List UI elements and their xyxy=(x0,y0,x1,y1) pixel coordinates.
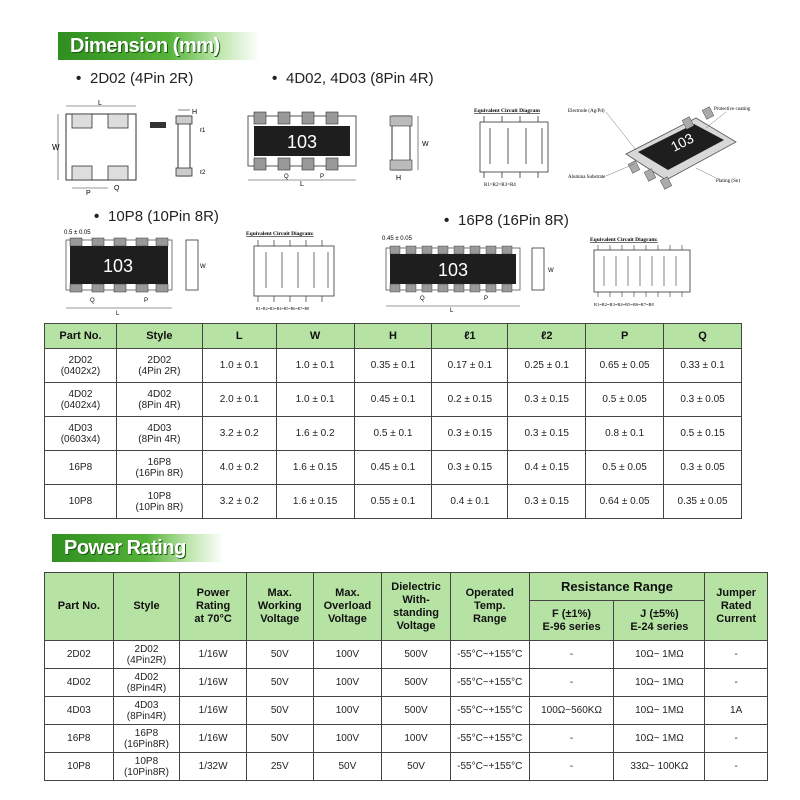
l-cell: 1.0 ± 0.1 xyxy=(202,349,276,383)
label-q-4d02: Q xyxy=(284,174,289,180)
label-l2-2d02: ℓ2 xyxy=(200,170,206,176)
jump-cell: - xyxy=(705,641,768,669)
label-q-2d02: Q xyxy=(114,185,120,192)
label-t05: 0.5 ± 0.05 xyxy=(64,230,91,236)
diel-cell: 100V xyxy=(382,725,451,753)
table-row xyxy=(45,697,768,725)
diagram-16p8-top xyxy=(380,232,570,312)
equiv-label-4d02: Equivalent Circuit Diagram xyxy=(474,108,540,114)
pw-header-power xyxy=(180,573,247,641)
dimension-banner xyxy=(58,32,260,60)
pw-header-ov xyxy=(313,573,382,641)
h-temp-2: Temp. xyxy=(473,600,506,612)
label-l-4d02: L xyxy=(300,181,304,186)
style-line1: 4D03 xyxy=(134,699,159,711)
h-cell: 0.35 ± 0.1 xyxy=(354,349,432,383)
label-w-4d02: W xyxy=(422,141,429,148)
style-line2: (8Pin 4R) xyxy=(138,399,181,411)
label-q-10p8: Q xyxy=(90,298,95,304)
diel-cell: 500V xyxy=(382,669,451,697)
pw-header-j xyxy=(614,601,705,641)
ov-cell: 50V xyxy=(313,753,382,781)
dim-header-style: Style xyxy=(116,324,202,349)
table-row xyxy=(45,349,742,383)
h-ov-2: Overload xyxy=(323,600,372,612)
part-cell xyxy=(45,383,117,417)
h-temp-1: Operated xyxy=(465,587,514,599)
equiv-eq-16p8: R1=R2=R3=R4=R5=R6=R7=R8 xyxy=(594,302,654,307)
chip-marking-16p8: 103 xyxy=(437,260,469,280)
j-cell: 10Ω~ 1MΩ xyxy=(614,725,705,753)
pw-header-temp xyxy=(450,573,529,641)
h-cell: 0.45 ± 0.1 xyxy=(354,451,432,485)
temp-cell: -55°C~+155°C xyxy=(450,669,529,697)
h-cell: 0.5 ± 0.1 xyxy=(354,417,432,451)
style-line1: 4D03 xyxy=(147,422,172,434)
dim-header-l2: ℓ2 xyxy=(508,324,586,349)
equiv-label-10p8: Equivalent Circuit Diagram: xyxy=(246,231,314,237)
f-cell: - xyxy=(529,753,614,781)
h-ov-1: Max. xyxy=(335,587,360,599)
style-cell xyxy=(113,725,180,753)
part-cell xyxy=(45,349,117,383)
q-cell: 0.3 ± 0.05 xyxy=(664,383,742,417)
dimension-table xyxy=(44,323,742,519)
label-l1-2d02: ℓ1 xyxy=(200,128,206,134)
j-cell: 10Ω~ 1MΩ xyxy=(614,641,705,669)
power-cell: 1/32W xyxy=(180,753,247,781)
package-title-16p8: • 16P8 (16Pin 8R) xyxy=(444,212,569,229)
style-line2: (8Pin4R) xyxy=(126,682,167,694)
wv-cell: 50V xyxy=(246,669,313,697)
j-cell: 10Ω~ 1MΩ xyxy=(614,669,705,697)
style-line2: (16Pin8R) xyxy=(123,738,169,750)
dim-header-l: L xyxy=(202,324,276,349)
w-cell: 1.0 ± 0.1 xyxy=(276,383,354,417)
label-w-2d02: W xyxy=(52,143,60,152)
power-cell: 1/16W xyxy=(180,725,247,753)
power-cell: 1/16W xyxy=(180,641,247,669)
l1-cell: 0.2 ± 0.15 xyxy=(432,383,508,417)
l2-cell: 0.3 ± 0.15 xyxy=(508,417,586,451)
h-power-3: at 70°C xyxy=(194,613,232,625)
callout-plating: Plating (Sn) xyxy=(716,179,741,184)
l-cell: 3.2 ± 0.2 xyxy=(202,417,276,451)
package-title-4d02-text: 4D02, 4D03 (8Pin 4R) xyxy=(286,70,434,87)
l2-cell: 0.3 ± 0.15 xyxy=(508,383,586,417)
label-l-2d02: L xyxy=(98,100,102,107)
h-diel-4: Voltage xyxy=(396,619,436,632)
style-cell xyxy=(116,349,202,383)
p-cell: 0.8 ± 0.1 xyxy=(586,417,664,451)
table-row xyxy=(45,753,768,781)
w-cell: 1.6 ± 0.2 xyxy=(276,417,354,451)
f-cell: 100Ω~560KΩ xyxy=(529,697,614,725)
wv-cell: 50V xyxy=(246,725,313,753)
temp-cell: -55°C~+155°C xyxy=(450,725,529,753)
part-line1: 4D03 xyxy=(68,422,93,434)
style-cell xyxy=(116,417,202,451)
callout-electrode: Electrode (Ag/Pd) xyxy=(568,109,605,114)
chip-marking-10p8: 103 xyxy=(102,256,134,276)
temp-cell: -55°C~+155°C xyxy=(450,641,529,669)
style-line1: 10P8 xyxy=(147,490,172,502)
l1-cell: 0.4 ± 0.1 xyxy=(432,485,508,519)
part-cell: 2D02 xyxy=(45,641,114,669)
style-cell xyxy=(113,697,180,725)
wv-cell: 25V xyxy=(246,753,313,781)
diagram-4d02-top xyxy=(244,108,364,186)
power-header-row-1 xyxy=(45,573,768,601)
table-row xyxy=(45,725,768,753)
equiv-circuit-10p8 xyxy=(244,228,344,314)
h-temp-3: Range xyxy=(472,613,507,625)
l1-cell: 0.3 ± 0.15 xyxy=(432,417,508,451)
pw-header-diel xyxy=(382,573,451,641)
h-f-2: E-96 series xyxy=(542,620,601,633)
diagram-10p8-top xyxy=(60,226,210,316)
style-line2: (10Pin 8R) xyxy=(135,501,184,513)
q-cell: 0.33 ± 0.1 xyxy=(664,349,742,383)
l1-cell: 0.17 ± 0.1 xyxy=(432,349,508,383)
ov-cell: 100V xyxy=(313,697,382,725)
diel-cell: 500V xyxy=(382,697,451,725)
label-t045: 0.45 ± 0.05 xyxy=(382,236,412,242)
wv-cell: 50V xyxy=(246,697,313,725)
style-line2: (4Pin2R) xyxy=(126,654,167,666)
package-title-2d02-text: 2D02 (4Pin 2R) xyxy=(90,70,194,87)
label-h-2d02: H xyxy=(192,109,198,116)
part-cell: 10P8 xyxy=(45,753,114,781)
h-cell: 0.45 ± 0.1 xyxy=(354,383,432,417)
p-cell: 0.5 ± 0.05 xyxy=(586,383,664,417)
table-row xyxy=(45,417,742,451)
label-h-4d02: H xyxy=(396,175,402,182)
w-cell: 1.6 ± 0.15 xyxy=(276,451,354,485)
equiv-circuit-4d02 xyxy=(470,104,560,188)
callout-substrate: Alumina Substrate xyxy=(568,175,606,180)
h-wv-1: Max. xyxy=(267,587,292,599)
p-cell: 0.64 ± 0.05 xyxy=(586,485,664,519)
h-power-2: Rating xyxy=(196,600,231,612)
h-wv-3: Voltage xyxy=(260,613,300,625)
table-row xyxy=(45,451,742,485)
pw-header-part: Part No. xyxy=(45,573,114,641)
l-cell: 2.0 ± 0.1 xyxy=(202,383,276,417)
h-diel-3: standing xyxy=(393,606,439,619)
f-cell: - xyxy=(529,641,614,669)
label-p-2d02: P xyxy=(86,190,91,196)
ov-cell: 100V xyxy=(313,669,382,697)
pw-header-wv xyxy=(246,573,313,641)
jump-cell: - xyxy=(705,669,768,697)
chip-marking-3d: 103 xyxy=(668,129,697,155)
equiv-eq-4d02: R1=R2=R3=R4 xyxy=(484,183,516,188)
pw-header-jump xyxy=(705,573,768,641)
callout-coating: Protective coating xyxy=(714,107,751,112)
power-cell: 1/16W xyxy=(180,669,247,697)
equiv-label-16p8: Equivalent Circuit Diagram: xyxy=(590,237,658,243)
dimension-banner-text: Dimension (mm) xyxy=(70,34,220,57)
label-p-16p8: P xyxy=(484,296,489,302)
dim-header-l1: ℓ1 xyxy=(432,324,508,349)
f-cell: - xyxy=(529,725,614,753)
style-line1: 4D02 xyxy=(147,388,172,400)
label-q-16p8: Q xyxy=(420,296,425,302)
part-line2: (0603x4) xyxy=(60,433,101,445)
temp-cell: -55°C~+155°C xyxy=(450,753,529,781)
dim-header-part: Part No. xyxy=(45,324,117,349)
table-row xyxy=(45,383,742,417)
h-diel-2: With- xyxy=(402,593,430,606)
style-line1: 16P8 xyxy=(147,456,172,468)
p-cell: 0.65 ± 0.05 xyxy=(586,349,664,383)
h-wv-2: Working xyxy=(257,600,302,612)
diagram-2d02-top xyxy=(52,100,148,196)
dim-header-q: Q xyxy=(664,324,742,349)
part-line2: (0402x4) xyxy=(60,399,101,411)
style-line2: (4Pin 2R) xyxy=(138,365,181,377)
h-jump-3: Current xyxy=(716,613,757,625)
table-row xyxy=(45,669,768,697)
label-l-10p8: L xyxy=(116,311,120,316)
h-diel-1: Dielectric xyxy=(391,580,441,593)
dim-header-p: P xyxy=(586,324,664,349)
table-row xyxy=(45,485,742,519)
part-cell: 10P8 xyxy=(45,485,117,519)
chip-marking-4d02: 103 xyxy=(286,132,318,152)
diel-cell: 50V xyxy=(382,753,451,781)
power-rating-table xyxy=(44,572,768,781)
ov-cell: 100V xyxy=(313,725,382,753)
power-banner xyxy=(52,534,224,562)
package-title-2d02: • 2D02 (4Pin 2R) xyxy=(76,70,194,87)
package-title-4d02: • 4D02, 4D03 (8Pin 4R) xyxy=(272,70,434,87)
j-cell: 10Ω~ 1MΩ xyxy=(614,697,705,725)
w-cell: 1.0 ± 0.1 xyxy=(276,349,354,383)
h-power-1: Power xyxy=(196,587,230,599)
style-line2: (8Pin4R) xyxy=(126,710,167,722)
p-cell: 0.5 ± 0.05 xyxy=(586,451,664,485)
label-p-10p8: P xyxy=(144,298,149,304)
q-cell: 0.3 ± 0.05 xyxy=(664,451,742,485)
equiv-eq-10p8: R1=R2=R3=R4=R5=R6=R7=R8 xyxy=(256,306,310,311)
chip-3d-view xyxy=(566,98,776,194)
h-cell: 0.55 ± 0.1 xyxy=(354,485,432,519)
style-cell xyxy=(116,451,202,485)
q-cell: 0.5 ± 0.15 xyxy=(664,417,742,451)
pw-header-res: Resistance Range xyxy=(529,573,705,601)
style-line1: 16P8 xyxy=(134,727,159,739)
style-line1: 2D02 xyxy=(134,643,159,655)
power-cell: 1/16W xyxy=(180,697,247,725)
part-line2: (0402x2) xyxy=(60,365,101,377)
h-j-1: J (±5%) xyxy=(640,607,679,620)
l2-cell: 0.4 ± 0.15 xyxy=(508,451,586,485)
ov-cell: 100V xyxy=(313,641,382,669)
style-cell xyxy=(116,485,202,519)
label-w-16p8: W xyxy=(548,268,554,274)
package-title-16p8-text: 16P8 (16Pin 8R) xyxy=(458,212,569,229)
part-cell: 16P8 xyxy=(45,451,117,485)
diel-cell: 500V xyxy=(382,641,451,669)
jump-cell: - xyxy=(705,725,768,753)
part-cell xyxy=(45,417,117,451)
part-line1: 2D02 xyxy=(68,354,93,366)
q-cell: 0.35 ± 0.05 xyxy=(664,485,742,519)
style-line2: (16Pin 8R) xyxy=(135,467,184,479)
label-l-16p8: L xyxy=(450,308,454,312)
l-cell: 3.2 ± 0.2 xyxy=(202,485,276,519)
label-w-10p8: W xyxy=(200,264,206,270)
l2-cell: 0.3 ± 0.15 xyxy=(508,485,586,519)
label-p-4d02: P xyxy=(320,174,325,180)
package-title-10p8-text: 10P8 (10Pin 8R) xyxy=(108,208,219,225)
f-cell: - xyxy=(529,669,614,697)
jump-cell: 1A xyxy=(705,697,768,725)
wv-cell: 50V xyxy=(246,641,313,669)
w-cell: 1.6 ± 0.15 xyxy=(276,485,354,519)
part-cell: 4D02 xyxy=(45,669,114,697)
l-cell: 4.0 ± 0.2 xyxy=(202,451,276,485)
l1-cell: 0.3 ± 0.15 xyxy=(432,451,508,485)
style-line1: 10P8 xyxy=(134,755,159,767)
style-line2: (8Pin 4R) xyxy=(138,433,181,445)
dim-header-h: H xyxy=(354,324,432,349)
part-line1: 4D02 xyxy=(68,388,93,400)
h-jump-2: Rated xyxy=(720,600,752,612)
temp-cell: -55°C~+155°C xyxy=(450,697,529,725)
diagram-2d02-side xyxy=(150,106,220,186)
dim-header-w: W xyxy=(276,324,354,349)
part-cell: 4D03 xyxy=(45,697,114,725)
part-cell: 16P8 xyxy=(45,725,114,753)
jump-cell: - xyxy=(705,753,768,781)
diagram-4d02-side xyxy=(384,110,434,182)
l2-cell: 0.25 ± 0.1 xyxy=(508,349,586,383)
h-f-1: F (±1%) xyxy=(552,607,592,620)
h-jump-1: Jumper xyxy=(716,587,757,599)
equiv-circuit-16p8 xyxy=(588,234,698,310)
dimension-header-row xyxy=(45,324,742,349)
style-cell xyxy=(116,383,202,417)
style-line1: 2D02 xyxy=(147,354,172,366)
style-cell xyxy=(113,669,180,697)
h-j-2: E-24 series xyxy=(630,620,689,633)
j-cell: 33Ω~ 100KΩ xyxy=(614,753,705,781)
h-ov-3: Voltage xyxy=(327,613,367,625)
style-cell xyxy=(113,753,180,781)
style-line1: 4D02 xyxy=(134,671,159,683)
style-line2: (10Pin8R) xyxy=(123,766,169,778)
package-title-10p8: • 10P8 (10Pin 8R) xyxy=(94,208,219,225)
power-banner-text: Power Rating xyxy=(64,536,186,559)
pw-header-f xyxy=(529,601,614,641)
pw-header-style: Style xyxy=(113,573,180,641)
style-cell xyxy=(113,641,180,669)
table-row xyxy=(45,641,768,669)
